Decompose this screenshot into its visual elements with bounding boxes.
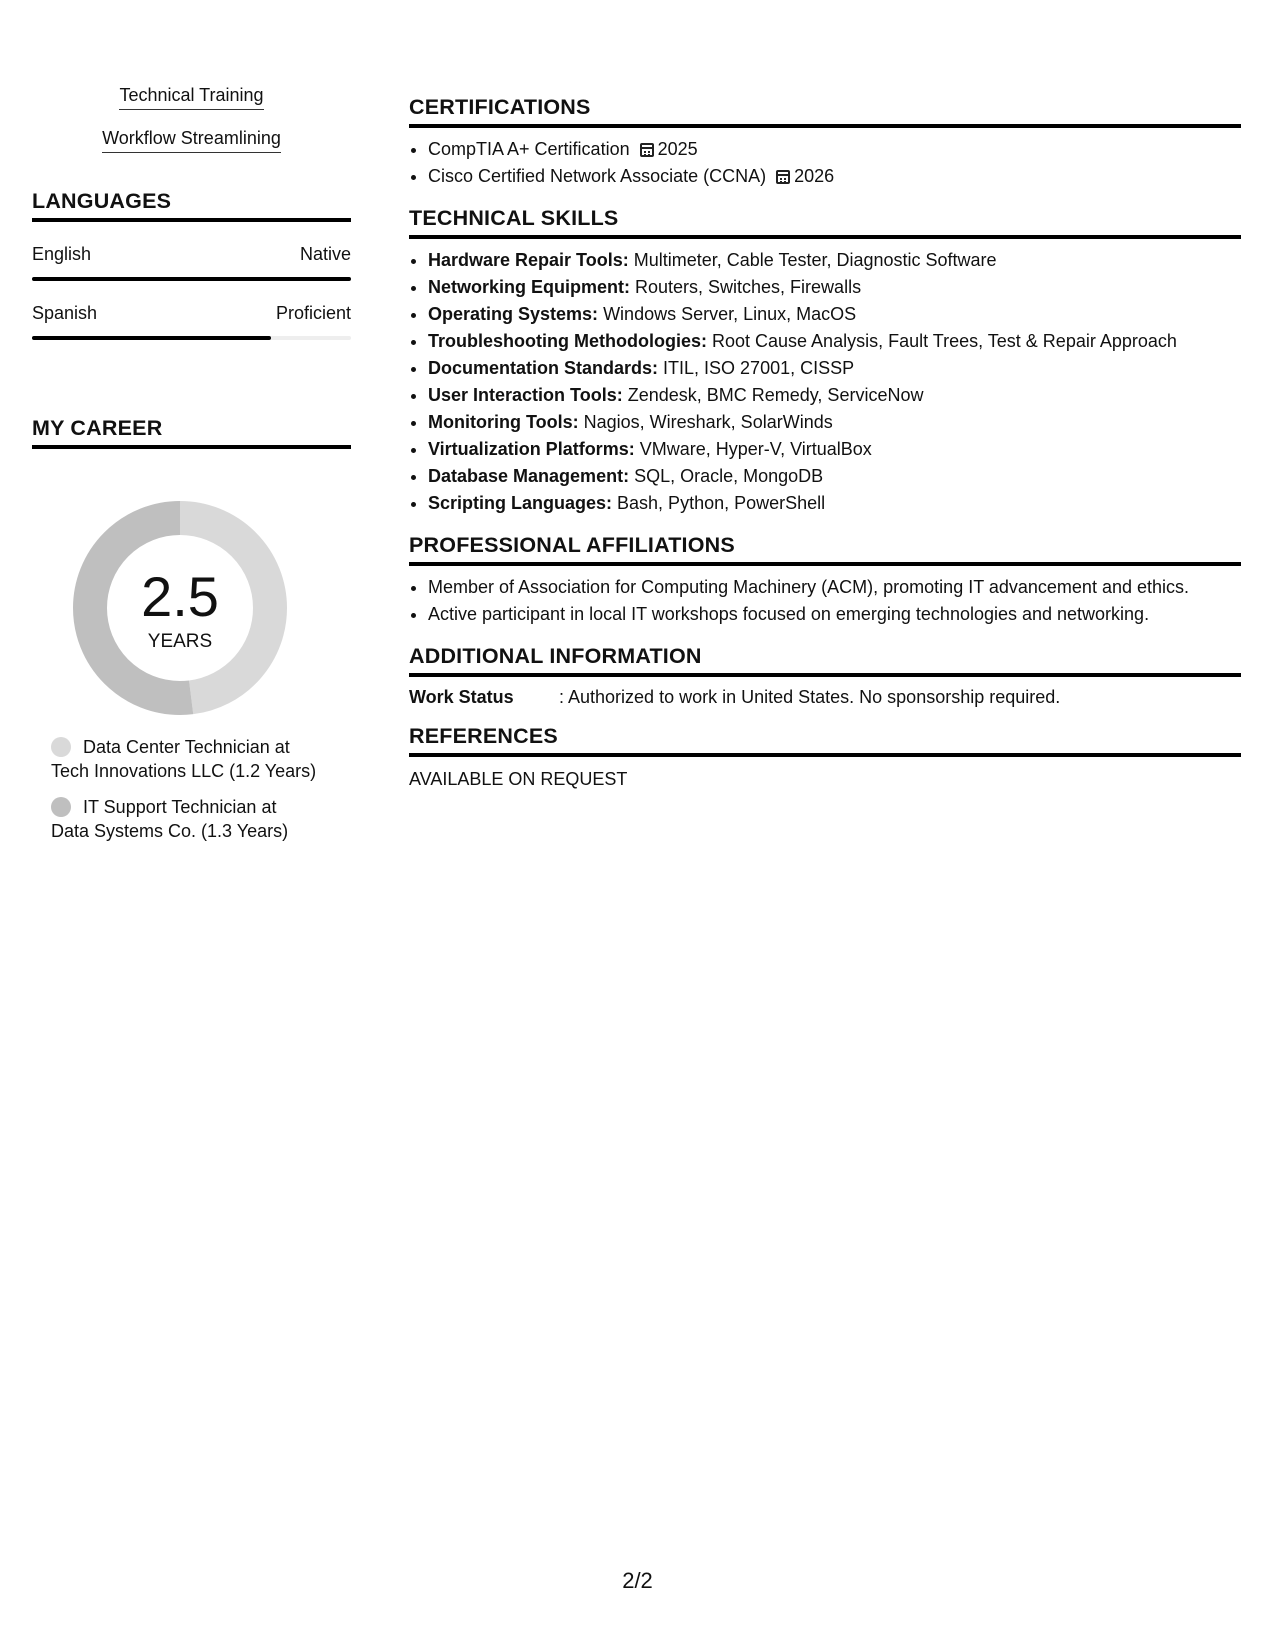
career-donut-chart	[65, 493, 295, 723]
legend-dot	[51, 797, 71, 817]
skill-item: • Documentation Standards: ITIL, ISO 27001, CISSP	[428, 355, 1241, 382]
skill-item: • Hardware Repair Tools: Multimeter, Cable Tester, Diagnostic Software	[428, 247, 1241, 274]
references-heading: REFERENCES	[409, 724, 1241, 757]
calendar-icon	[776, 170, 790, 184]
references-text: AVAILABLE ON REQUEST	[409, 769, 628, 789]
certification-item: • CompTIA A+ Certification 2025	[428, 136, 1241, 163]
language-item	[32, 244, 351, 281]
skill-item: • Networking Equipment: Routers, Switches, Firewalls	[428, 274, 1241, 301]
work-status-label: Work Status	[409, 687, 514, 707]
language-level: Native	[299, 244, 351, 264]
skill-item: • Scripting Languages: Bash, Python, PowerShell	[428, 490, 1241, 517]
language-proficiency-bar	[32, 277, 351, 281]
career-legend-item: IT Support Technician at Data Systems Co. (1.3 Years)	[51, 797, 289, 841]
affiliations-list	[409, 574, 1241, 628]
right-column	[409, 95, 1241, 790]
technical-skills-heading: TECHNICAL SKILLS	[409, 206, 1241, 239]
skill-item: • Operating Systems: Windows Server, Linux, MacOS	[428, 301, 1241, 328]
affiliation-item: • Active participant in local IT workshops focused on emerging technologies and networking.	[428, 601, 1241, 628]
affiliation-item: • Member of Association for Computing Machinery (ACM), promoting IT advancement and ethics.	[428, 574, 1241, 601]
certifications-heading: CERTIFICATIONS	[409, 95, 1241, 128]
work-status-row	[409, 687, 1241, 708]
left-column	[32, 85, 351, 843]
language-item	[32, 303, 351, 340]
skill-item: • User Interaction Tools: Zendesk, BMC Remedy, ServiceNow	[428, 382, 1241, 409]
calendar-icon	[640, 143, 654, 157]
language-name: Spanish	[32, 303, 98, 323]
skill-item: • Troubleshooting Methodologies: Root Cause Analysis, Fault Trees, Test & Repair Approach	[428, 328, 1241, 355]
skill-tag: Workflow Streamlining	[32, 128, 351, 153]
technical-skills-list	[409, 247, 1241, 517]
languages-heading: LANGUAGES	[32, 189, 351, 222]
skill-item: • Virtualization Platforms: VMware, Hyper-V, VirtualBox	[428, 436, 1241, 463]
career-legend-item: Data Center Technician at Tech Innovations LLC (1.2 Years)	[51, 737, 317, 781]
affiliations-heading: PROFESSIONAL AFFILIATIONS	[409, 533, 1241, 566]
skill-item: • Monitoring Tools: Nagios, Wireshark, SolarWinds	[428, 409, 1241, 436]
additional-info-heading: ADDITIONAL INFORMATION	[409, 644, 1241, 677]
page-number: 2/2	[622, 1568, 653, 1593]
certifications-list	[409, 136, 1241, 190]
career-unit: YEARS	[147, 631, 213, 652]
certification-item: • Cisco Certified Network Associate (CCNA) 2026	[428, 163, 1241, 190]
skill-item: • Database Management: SQL, Oracle, MongoDB	[428, 463, 1241, 490]
language-level: Proficient	[275, 303, 351, 323]
work-status-value: : Authorized to work in United States. No sponsorship required.	[559, 687, 1061, 707]
career-total-years: 2.5	[141, 565, 219, 628]
language-name: English	[32, 244, 92, 264]
legend-dot	[51, 737, 71, 757]
language-proficiency-bar	[32, 336, 351, 340]
career-heading: MY CAREER	[32, 416, 351, 449]
skill-tag: Technical Training	[32, 85, 351, 110]
